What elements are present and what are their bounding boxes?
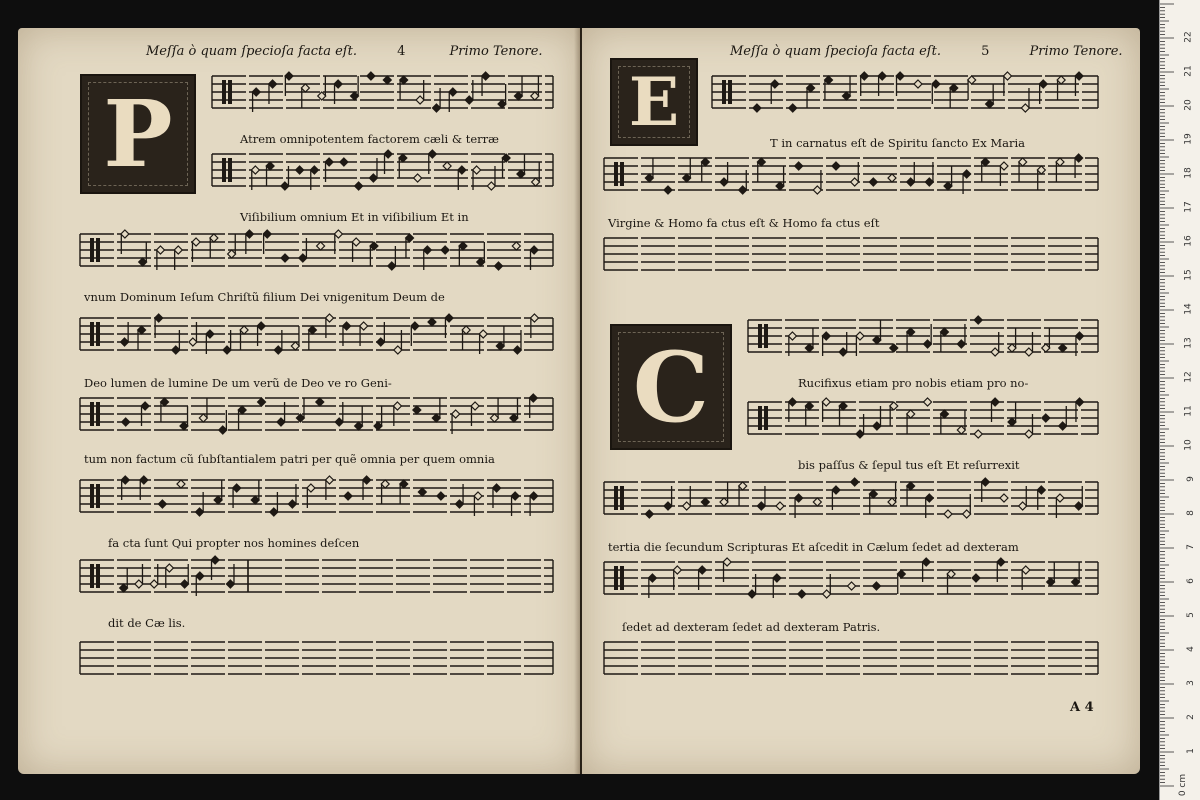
ruler-mark: 15 — [1183, 269, 1194, 281]
ruler-mark: 14 — [1183, 303, 1194, 315]
left-staff-1 — [212, 72, 553, 112]
left-staff-6 — [80, 476, 553, 516]
decorated-initial-e: E — [610, 58, 698, 146]
left-staff-7a — [80, 556, 248, 596]
ruler-mark: 19 — [1183, 133, 1194, 145]
ruler-mark: 11 — [1183, 405, 1194, 417]
right-page-number: 5 — [981, 44, 990, 59]
ruler-mark: 17 — [1183, 201, 1194, 213]
ruler-mark: 8 — [1186, 510, 1197, 516]
right-lyric-2: Virgine & Homo fa ctus eſt & Homo fa ctus eſt — [608, 216, 880, 230]
ruler-mark: 0 cm — [1177, 773, 1188, 797]
ruler-mark: 5 — [1186, 612, 1197, 618]
left-lyric-1: Atrem omnipotentem factorem cæli & terræ — [240, 132, 499, 146]
left-staff-2 — [212, 150, 553, 190]
left-staff-3 — [80, 230, 553, 270]
left-lyric-3: vnum Dominum Ieſum Chriſtũ filium Dei vnigenitum Deum de — [84, 290, 445, 304]
ruler-mark: 18 — [1183, 167, 1194, 179]
right-staff-2 — [604, 154, 1098, 194]
left-page-number: 4 — [397, 44, 406, 59]
right-lyric-1: T in carnatus eſt de Spiritu ſancto Ex Maria — [770, 136, 1026, 150]
right-staff-6 — [604, 478, 1098, 518]
left-lyric-2: Viſibilium omnium Et in viſibilium Et in — [240, 210, 469, 224]
ruler-mark: 9 — [1186, 476, 1197, 482]
right-part-name: Primo Tenore. — [1029, 44, 1123, 59]
left-header-title: Meſſa ò quam ſpecioſa facta eſt. — [146, 44, 357, 59]
decorated-initial-c: C — [610, 324, 732, 450]
left-lyric-5: tum non factum cũ ſubſtantialem patri per quẽ omnia per quem omnia — [84, 452, 495, 466]
left-staff-8 — [80, 642, 553, 674]
right-page — [582, 28, 1140, 774]
left-staff-5 — [80, 394, 553, 434]
ruler-mark: 6 — [1186, 578, 1197, 584]
right-staff-8 — [604, 642, 1098, 674]
left-staff-7b — [248, 560, 553, 592]
right-header-title: Meſſa ò quam ſpecioſa facta eſt. — [730, 44, 941, 59]
left-page — [18, 28, 580, 774]
right-lyric-6: ſedet ad dexteram ſedet ad dexteram Patris. — [622, 620, 881, 634]
left-staff-4 — [80, 314, 553, 354]
ruler-mark: 3 — [1186, 680, 1197, 686]
ruler-mark: 7 — [1186, 544, 1197, 550]
ruler-mark: 2 — [1186, 714, 1197, 720]
open-book — [18, 28, 1140, 776]
right-lyric-3: Rucifixus etiam pro nobis etiam pro no- — [798, 376, 1029, 390]
right-staff-4 — [748, 316, 1098, 356]
ruler-mark: 1 — [1186, 748, 1197, 754]
ruler-mark: 21 — [1183, 65, 1194, 77]
ruler-mark: 20 — [1183, 99, 1194, 111]
ruler-mark: 22 — [1183, 31, 1194, 43]
right-staff-5 — [748, 398, 1098, 438]
ruler-mark: 4 — [1186, 646, 1197, 652]
left-lyric-7: dit de Cæ lis. — [108, 616, 186, 630]
signature-mark: A 4 — [1070, 700, 1094, 715]
right-lyric-4: bis paſſus & ſepul tus eſt Et reſurrexit — [798, 458, 1020, 472]
ruler-mark: 12 — [1183, 371, 1194, 383]
ruler-mark: 16 — [1183, 235, 1194, 247]
decorated-initial-p: P — [80, 74, 196, 194]
left-part-name: Primo Tenore. — [449, 44, 543, 59]
left-lyric-6: fa cta ſunt Qui propter nos homines deſcen — [108, 536, 360, 550]
right-staff-3 — [604, 238, 1098, 270]
right-staff-1 — [712, 72, 1098, 112]
ruler-mark: 13 — [1183, 337, 1194, 349]
right-staff-7 — [604, 558, 1098, 598]
measuring-ruler — [1159, 0, 1200, 800]
right-lyric-5: tertia die ſecundum Scripturas Et aſcedit in Cælum ſedet ad dexteram — [608, 540, 1019, 554]
left-lyric-4: Deo lumen de lumine De um verũ de Deo ve ro Geni- — [84, 376, 392, 390]
ruler-mark: 10 — [1183, 439, 1194, 451]
